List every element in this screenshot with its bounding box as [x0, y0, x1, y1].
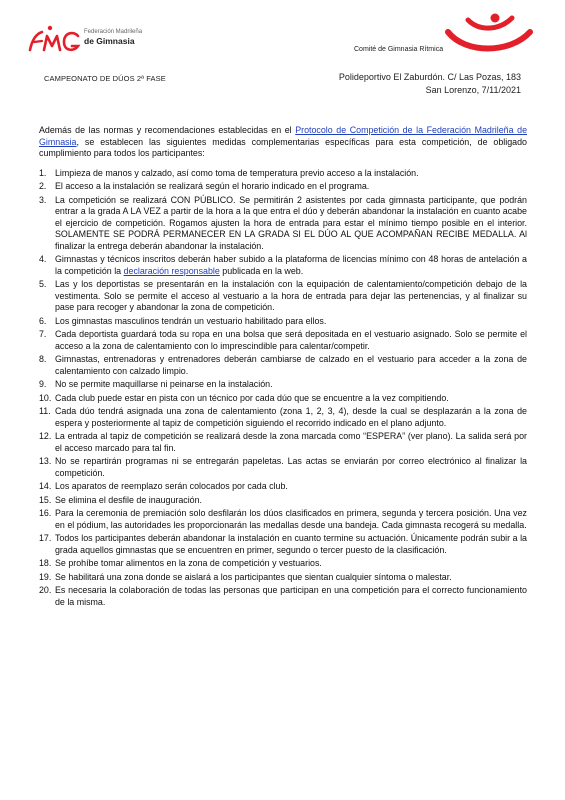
- rule-number: 5.: [39, 279, 47, 289]
- list-item: [39, 456, 527, 479]
- list-item: [39, 254, 527, 277]
- rule-text: La entrada al tapiz de competición se realizará desde la zona marcada como “ESPERA” (ver plano). La salida será por el acceso marcado para tal fin.: [55, 431, 527, 453]
- venue-info: [339, 71, 521, 97]
- rule-text: El acceso a la instalación se realizará según el horario indicado en el programa.: [55, 181, 370, 191]
- rule-text-after: publicada en la web.: [219, 265, 304, 276]
- intro-text-before: Además de las normas y recomendaciones establecidas en el: [39, 125, 296, 135]
- list-item: [39, 481, 527, 493]
- intro-text-after: , se establecen las siguientes medidas complementarias específicas para esta competición, de obligado cumplimiento para todos los participantes:: [39, 136, 527, 158]
- rule-text: Se prohíbe tomar alimentos en la zona de competición y vestuarios.: [55, 558, 322, 568]
- rule-number: 14.: [39, 481, 52, 491]
- rule-text: Las y los deportistas se presentarán en la instalación con la equipación de calentamiento/competición debajo de la vestimenta. Solo se permite el acceso al vestuario a la hora de entrada para dejar las pertenencias, y al finalizar su pase para recoger y abandonar la zona de competición.: [55, 279, 527, 312]
- fmg-logo: [26, 22, 156, 62]
- rule-number: 18.: [39, 558, 52, 568]
- rules-list: [39, 168, 527, 609]
- rule-text: Gimnastas, entrenadoras y entrenadores deberán cambiarse de calzado en el vestuario para acceder a la zona de calentamiento con calzado limpio.: [55, 354, 527, 376]
- rule-text: No se permite maquillarse ni peinarse en la instalación.: [55, 379, 273, 389]
- rule-text: Cada deportista guardará toda su ropa en una bolsa que será depositada en el vestuario asignado. Solo se permite el acceso a la zona de calentamiento con lo imprescindible para calentar/competir.: [55, 329, 527, 351]
- list-item: [39, 572, 527, 584]
- list-item: [39, 495, 527, 507]
- federation-line-1: Federación Madrileña: [84, 29, 143, 35]
- rule-text: Los aparatos de reemplazo serán colocados por cada club.: [55, 481, 288, 491]
- rule-text: Cada dúo tendrá asignada una zona de calentamiento (zona 1, 2, 3, 4), desde la cual se desplazarán a la zona de espera y posteriormente al tapiz de competición siguiendo el recorrido indicado en el plano adjunto.: [55, 406, 527, 428]
- rule-number: 15.: [39, 494, 52, 505]
- rule-text: Los gimnastas masculinos tendrán un vestuario habilitado para ellos.: [55, 315, 327, 326]
- list-item: [39, 181, 527, 193]
- rule-text: Se habilitará una zona donde se aislará a los participantes que sientan cualquier síntoma o malestar.: [55, 571, 452, 582]
- federation-line-2: de Gimnasia: [84, 36, 135, 46]
- intro-paragraph: [39, 125, 527, 160]
- committee-label: Comité de Gimnasia Rítmica: [354, 46, 444, 53]
- rule-number: 20.: [39, 585, 52, 595]
- list-item: [39, 431, 527, 454]
- rule-text: No se repartirán programas ni se entregarán papeletas. Las actas se enviarán por correo electrónico al finalizar la competición.: [55, 456, 527, 478]
- list-item: [39, 533, 527, 556]
- rule-number: 7.: [39, 329, 47, 339]
- list-item: [39, 508, 527, 531]
- federation-name: [84, 28, 142, 46]
- venue-date: San Lorenzo, 7/11/2021: [425, 85, 521, 95]
- rule-number: 4.: [39, 254, 47, 264]
- logo-head-icon: [491, 14, 500, 23]
- list-item: [39, 195, 527, 253]
- rule-number: 10.: [39, 392, 52, 403]
- rule-text-before: Gimnastas y técnicos inscritos deberán haber subido a la plataforma de licencias mínimo con 48 horas de antelación a la competición la: [55, 254, 527, 276]
- list-item: [39, 406, 527, 429]
- championship-title: CAMPEONATO DE DÚOS 2ª FASE: [44, 74, 166, 83]
- rule-number: 2.: [39, 181, 47, 191]
- fmg-logo-mark-icon: [26, 22, 84, 58]
- rule-text: Para la ceremonia de premiación solo desfilarán los dúos clasificados en primera, segunda y tercera posición. Una vez en el pódium, las autoridades les proporcionarán las medallas desde una bandeja. Cada gimnasta recogerá su medalla.: [55, 508, 527, 530]
- list-item: [39, 585, 527, 608]
- venue-address: Polideportivo El Zaburdón. C/ Las Pozas, 183: [338, 72, 521, 82]
- rule-number: 17.: [39, 533, 52, 543]
- rule-number: 12.: [39, 431, 52, 441]
- rule-number: 11.: [39, 406, 51, 416]
- protocol-link[interactable]: Protocolo de Competición de la Federación Madrileña de Gimnasia: [39, 125, 528, 147]
- rule-number: 19.: [39, 571, 52, 582]
- list-item: [39, 168, 527, 180]
- declaration-link[interactable]: declaración responsable: [123, 265, 220, 276]
- list-item: [39, 316, 527, 328]
- rule-number: 13.: [39, 456, 52, 466]
- rule-text: La competición se realizará CON PÚBLICO. Se permitirán 2 asistentes por cada gimnasta participante, que podrán entrar a la grada A LA VEZ a partir de la hora a la que entra el dúo y deberán abandonar la instalación en cuanto acabe el ejercicio de competición. Rogamos ajusten la hora de entrada para estar el mínimo tiempo posible en el interior. SOLAMENTE SE PODRÁ PERMANECER EN LA GRADA SI EL DÚO AL QUE ACOMPAÑAN RECIBE MEDALLA. Al finalizar la entrega deberán abandonar la instalación.: [55, 194, 527, 251]
- rule-number: 9.: [39, 379, 47, 389]
- document-body: [39, 125, 527, 610]
- list-item: [39, 279, 527, 314]
- rule-number: 6.: [39, 315, 47, 326]
- list-item: [39, 558, 527, 570]
- list-item: [39, 329, 527, 352]
- list-item: [39, 393, 527, 405]
- rule-number: 8.: [39, 354, 47, 364]
- rule-number: 1.: [39, 167, 47, 178]
- rule-text: Es necesaria la colaboración de todas las personas que participan en una competición para el correcto funcionamiento de la misma.: [55, 585, 527, 607]
- list-item: [39, 354, 527, 377]
- rule-text: Se elimina el desfile de inauguración.: [55, 494, 203, 505]
- rule-text: Todos los participantes deberán abandonar la instalación en cuanto termine su actuación. Únicamente podrán subir a la grada aquellos gimnastas que se encuentren en primer, segundo o tercer puesto de la clasificación.: [55, 533, 527, 555]
- list-item: [39, 379, 527, 391]
- ritmica-logo: [440, 12, 535, 57]
- rule-text: Limpieza de manos y calzado, así como toma de temperatura previo acceso a la instalación.: [55, 167, 419, 178]
- rule-number: 3.: [39, 194, 47, 205]
- rule-text: Cada club puede estar en pista con un técnico por cada dúo que se encuentre a la vez compitiendo.: [55, 392, 449, 403]
- rule-number: 16.: [39, 508, 52, 518]
